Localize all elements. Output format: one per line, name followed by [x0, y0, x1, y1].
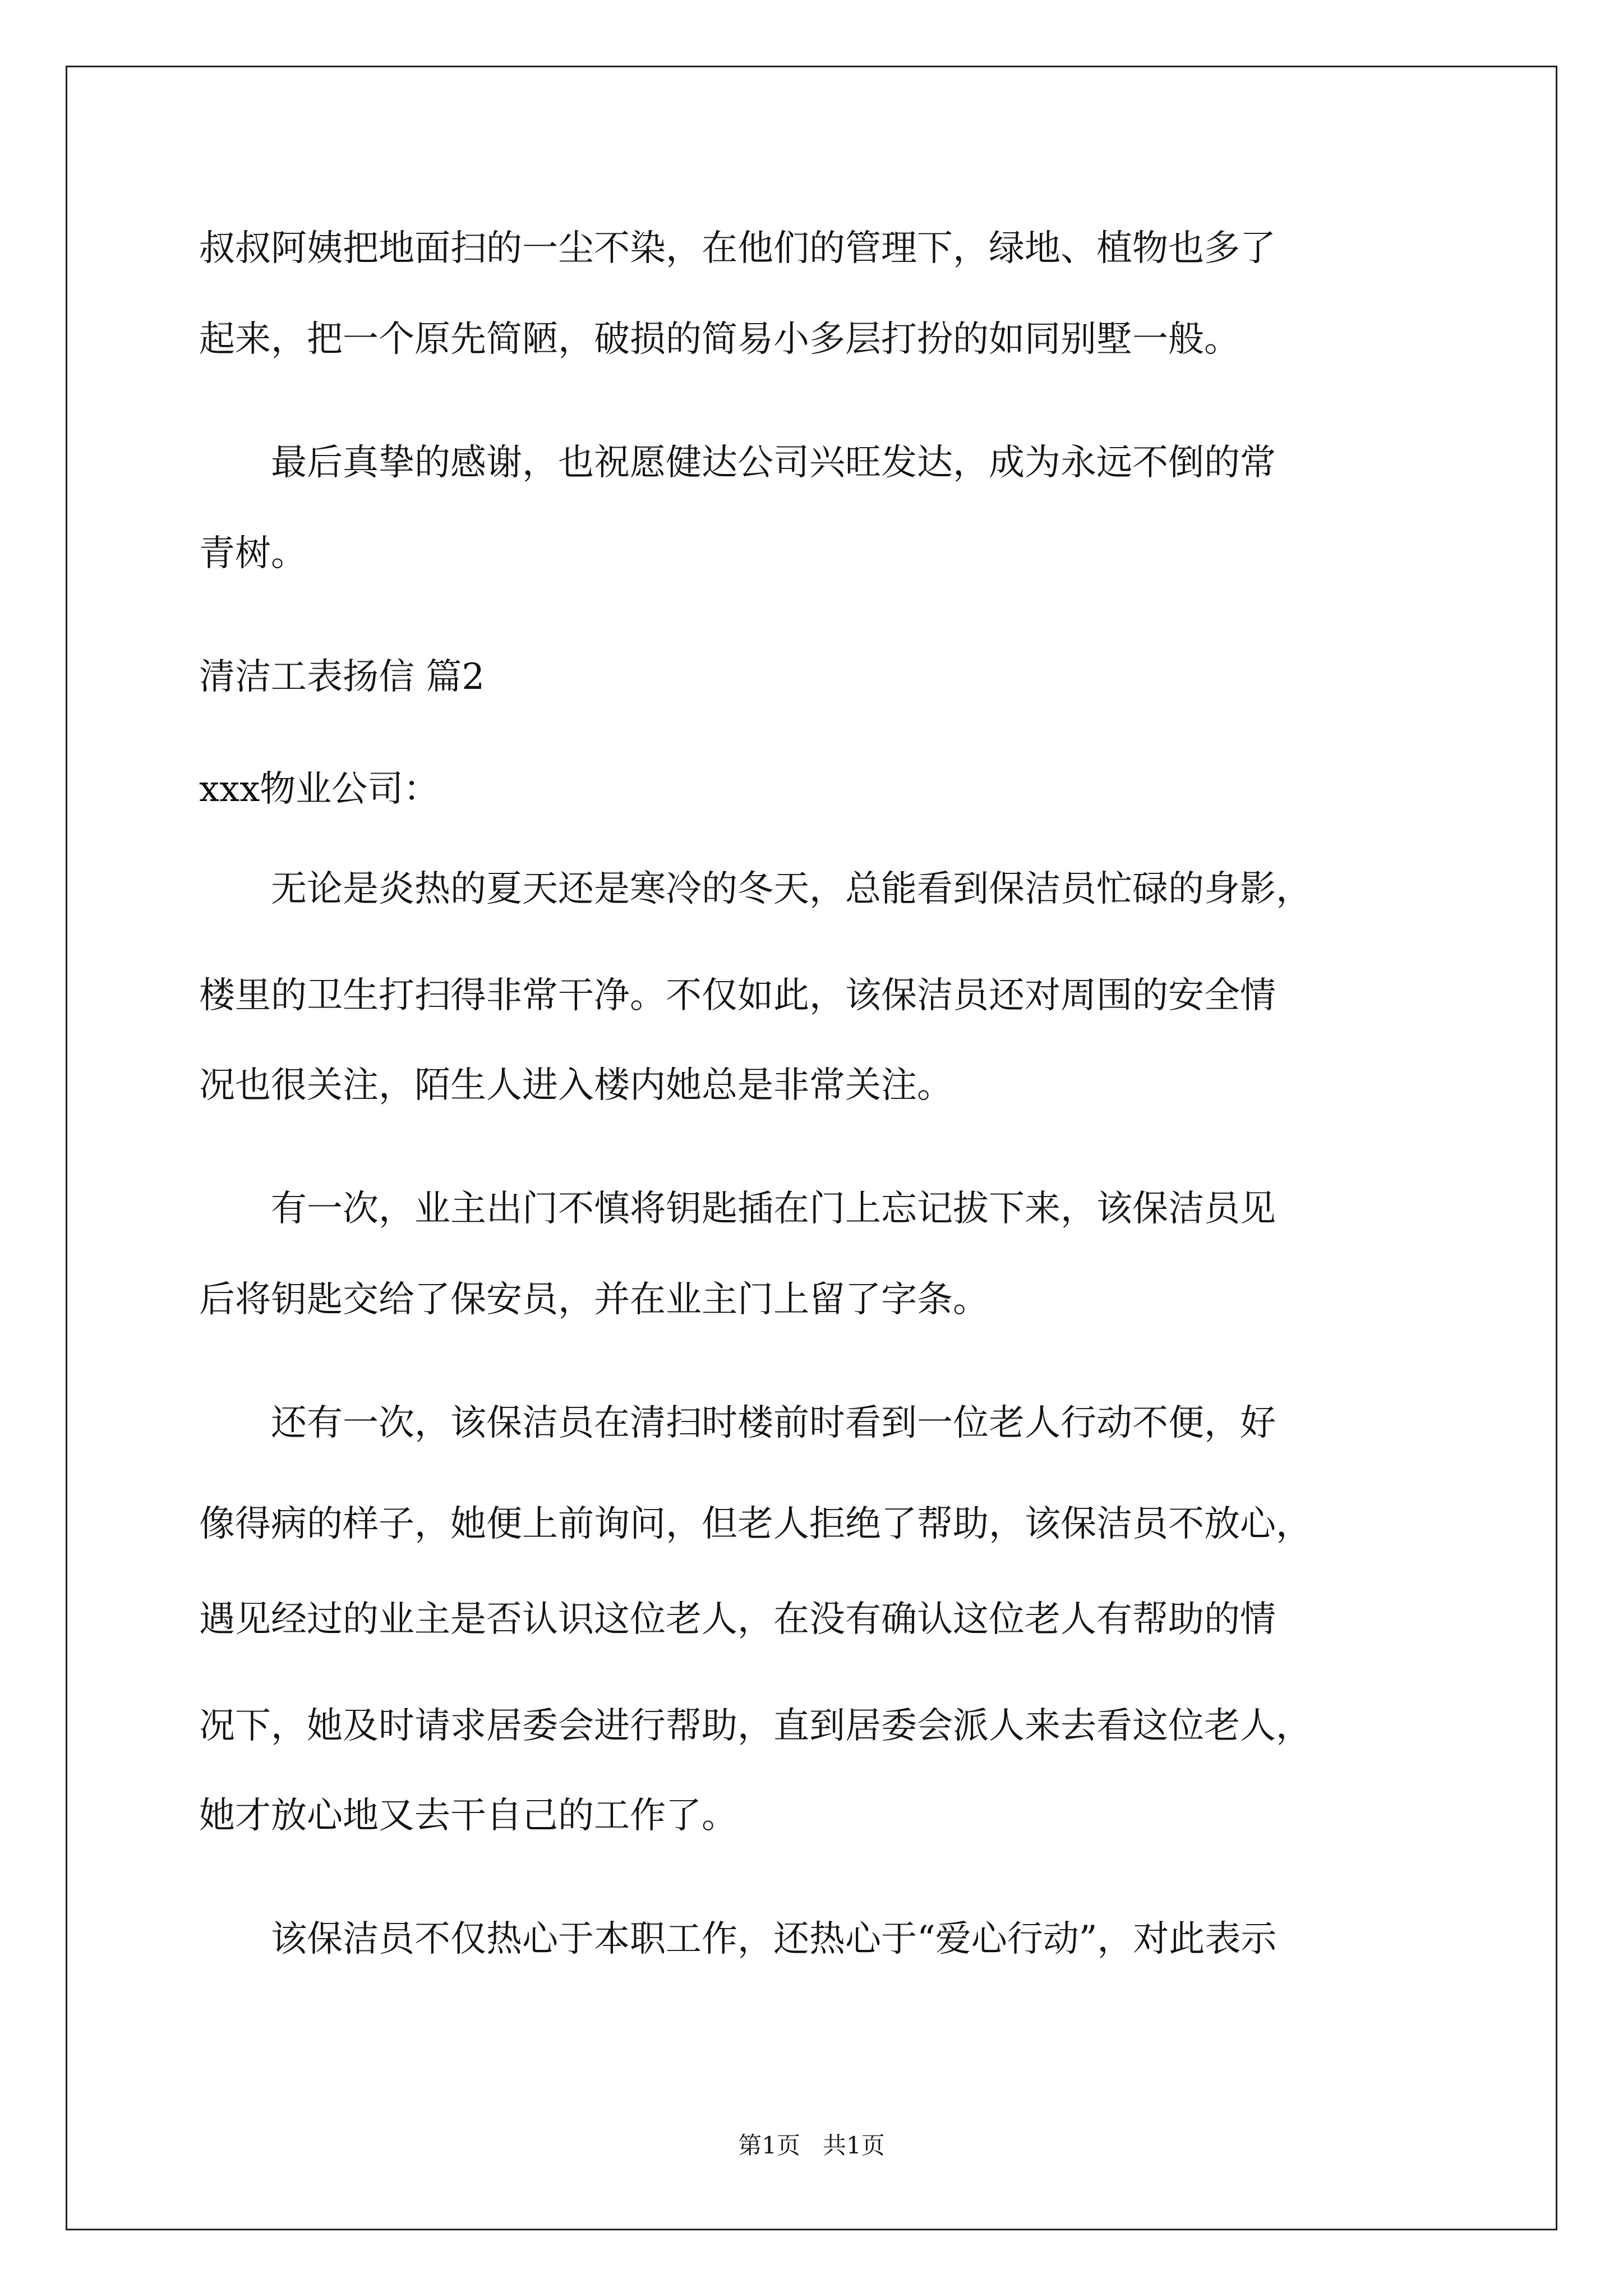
text-line: 况也很关注，陌生人进入楼内她总是非常关注。: [199, 1065, 953, 1106]
text-line: 青树。: [199, 533, 307, 574]
page-total: 共1页: [823, 2132, 885, 2159]
text-line: 遇见经过的业主是否认识这位老人，在没有确认这位老人有帮助的情: [199, 1599, 1276, 1640]
text-line: 她才放心地又去干自己的工作了。: [199, 1795, 737, 1837]
text-line: 该保洁员不仅热心于本职工作，还热心于“爱心行动”，对此表示: [199, 1918, 1277, 1960]
text-line: 像得病的样子，她便上前询问，但老人拒绝了帮助，该保洁员不放心，: [199, 1503, 1312, 1545]
salutation: xxx物业公司：: [199, 769, 440, 810]
text-line: 还有一次，该保洁员在清扫时楼前时看到一位老人行动不便，好: [199, 1402, 1276, 1444]
page-footer: [0, 2129, 1623, 2162]
text-line: 有一次，业主出门不慎将钥匙插在门上忘记拔下来，该保洁员见: [199, 1188, 1276, 1230]
text-line: 叔叔阿姨把地面扫的一尘不染，在他们的管理下，绿地、植物也多了: [199, 228, 1276, 269]
text-line: 况下，她及时请求居委会进行帮助，直到居委会派人来去看这位老人，: [199, 1705, 1312, 1747]
page-border: [66, 66, 1557, 2230]
text-line: 后将钥匙交给了保安员，并在业主门上留了字条。: [199, 1279, 989, 1320]
text-line: 无论是炎热的夏天还是寒冷的冬天，总能看到保洁员忙碌的身影，: [199, 868, 1312, 910]
text-line: 最后真挚的感谢，也祝愿健达公司兴旺发达，成为永远不倒的常: [199, 442, 1276, 484]
page-number: 第1页: [738, 2132, 800, 2159]
text-line: 楼里的卫生打扫得非常干净。不仅如此，该保洁员还对周围的安全情: [199, 975, 1276, 1016]
text-line: 起来，把一个原先简陋，破损的简易小多层打扮的如同别墅一般。: [199, 319, 1240, 360]
section-heading: 清洁工表扬信 篇2: [199, 656, 485, 698]
